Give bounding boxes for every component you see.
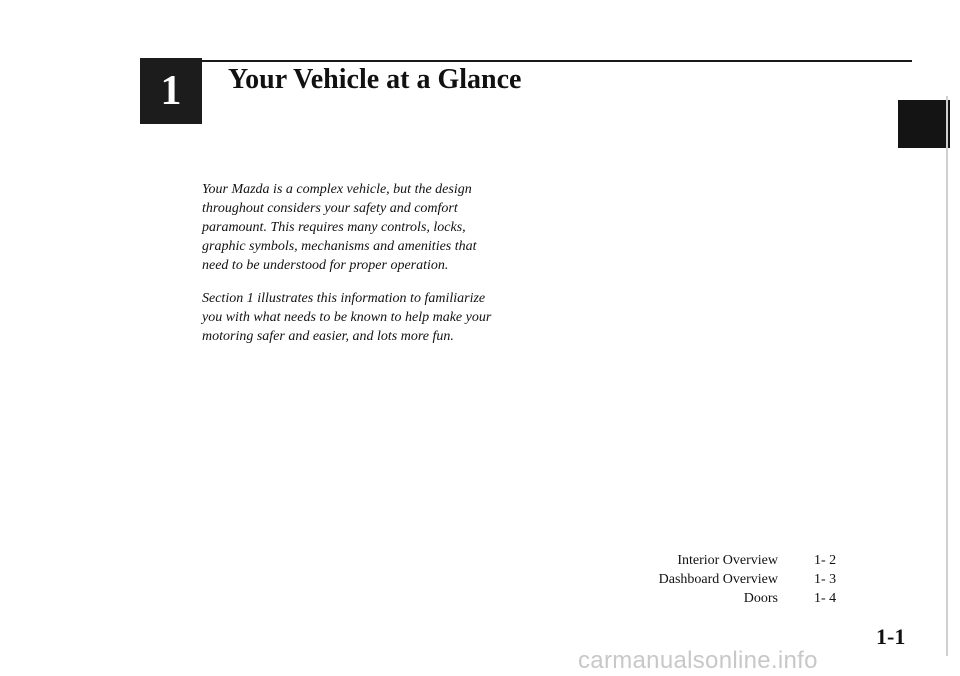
contents-row xyxy=(600,570,836,589)
contents-page: 1- 3 xyxy=(814,572,837,587)
intro-paragraph: Your Mazda is a complex vehicle, but the design throughout considers your safety and comfort paramount. This requires many controls, locks, graphic symbols, mechanisms and amenities that need to be understood for proper operation. xyxy=(202,182,477,273)
section-thumb-tab xyxy=(898,100,950,148)
contents-row xyxy=(600,589,836,608)
section-contents xyxy=(600,551,836,608)
contents-label: Doors xyxy=(743,591,778,606)
chapter-number: 1 xyxy=(160,68,182,114)
contents-row xyxy=(600,551,836,570)
watermark: carmanualsonline.info xyxy=(578,647,818,674)
chapter-number-badge xyxy=(140,58,202,124)
contents-page: 1- 2 xyxy=(814,553,837,568)
page-edge-line xyxy=(946,96,948,656)
intro-text xyxy=(202,180,492,360)
contents-page: 1- 4 xyxy=(814,591,837,606)
intro-paragraph: Section 1 illustrates this information to familiarize you with what needs to be known to help make your motoring safer and easier, and lots more fun. xyxy=(202,291,492,344)
contents-label: Interior Overview xyxy=(677,553,778,568)
page-number: 1-1 xyxy=(876,624,906,649)
chapter-title: Your Vehicle at a Glance xyxy=(228,64,522,95)
contents-label: Dashboard Overview xyxy=(658,572,778,587)
